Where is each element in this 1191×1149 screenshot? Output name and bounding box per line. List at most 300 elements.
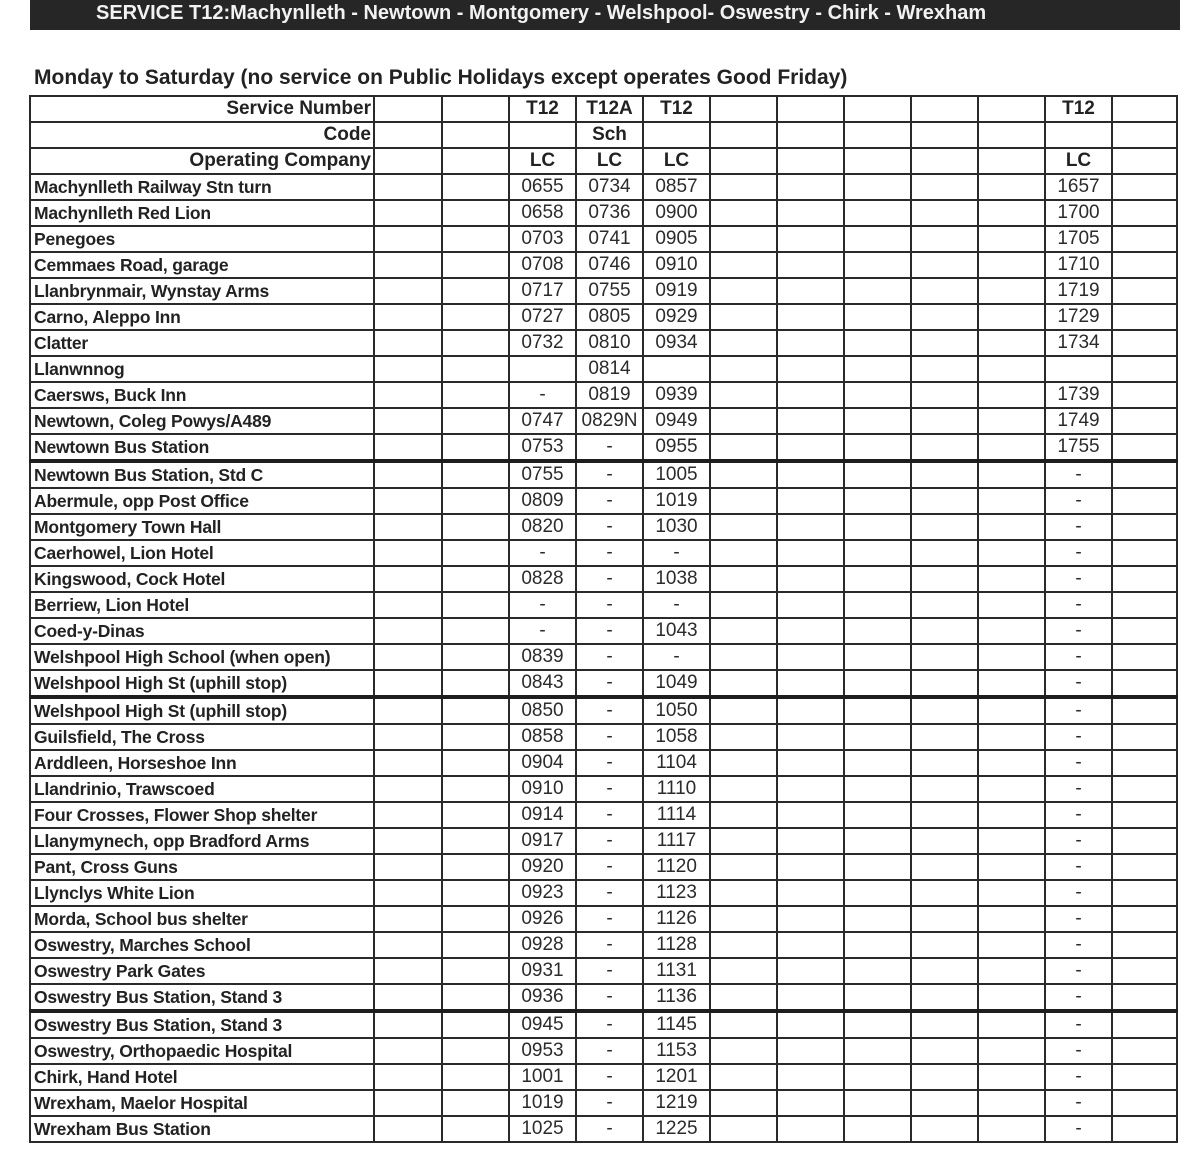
empty-cell <box>777 1064 844 1090</box>
departure-time: - <box>1045 697 1112 724</box>
departure-time: 0753 <box>509 434 576 461</box>
departure-time: - <box>576 854 643 880</box>
empty-cell <box>1112 724 1177 750</box>
departure-time: - <box>576 880 643 906</box>
stop-name: Montgomery Town Hall <box>30 514 374 540</box>
departure-time: 0919 <box>643 278 710 304</box>
empty-cell <box>844 1038 911 1064</box>
empty-cell <box>1112 226 1177 252</box>
empty-cell <box>374 828 442 854</box>
stop-row <box>30 854 1177 880</box>
empty-cell <box>442 200 509 226</box>
header-cell <box>643 122 710 148</box>
departure-time: 0655 <box>509 174 576 200</box>
empty-cell <box>978 200 1045 226</box>
empty-cell <box>710 96 777 122</box>
departure-time: 0900 <box>643 200 710 226</box>
empty-cell <box>777 304 844 330</box>
stop-name: Arddleen, Horseshoe Inn <box>30 750 374 776</box>
departure-time: - <box>576 697 643 724</box>
stop-name: Oswestry Bus Station, Stand 3 <box>30 1011 374 1038</box>
empty-cell <box>777 252 844 278</box>
empty-cell <box>911 854 978 880</box>
empty-cell <box>710 356 777 382</box>
departure-time: 0928 <box>509 932 576 958</box>
departure-time: 1657 <box>1045 174 1112 200</box>
empty-cell <box>710 382 777 408</box>
empty-cell <box>978 382 1045 408</box>
empty-cell <box>374 174 442 200</box>
departure-time: - <box>576 644 643 670</box>
empty-cell <box>777 122 844 148</box>
empty-cell <box>374 984 442 1011</box>
empty-cell <box>978 96 1045 122</box>
departure-time <box>643 356 710 382</box>
departure-time: - <box>1045 854 1112 880</box>
empty-cell <box>1112 278 1177 304</box>
empty-cell <box>844 776 911 802</box>
empty-cell <box>911 750 978 776</box>
timetable <box>29 95 1178 1143</box>
departure-time: - <box>576 1090 643 1116</box>
empty-cell <box>1112 461 1177 488</box>
stop-row <box>30 330 1177 356</box>
empty-cell <box>1112 1038 1177 1064</box>
header-cell: LC <box>643 148 710 174</box>
stop-name: Oswestry Park Gates <box>30 958 374 984</box>
empty-cell <box>374 488 442 514</box>
empty-cell <box>374 514 442 540</box>
empty-cell <box>442 461 509 488</box>
empty-cell <box>978 1116 1045 1142</box>
departure-time: 0931 <box>509 958 576 984</box>
empty-cell <box>978 644 1045 670</box>
empty-cell <box>844 278 911 304</box>
empty-cell <box>978 1090 1045 1116</box>
header-cell: T12 <box>509 96 576 122</box>
empty-cell <box>777 540 844 566</box>
stop-row <box>30 356 1177 382</box>
empty-cell <box>978 226 1045 252</box>
empty-cell <box>374 148 442 174</box>
empty-cell <box>1112 96 1177 122</box>
departure-time: - <box>576 906 643 932</box>
stop-name: Machynlleth Railway Stn turn <box>30 174 374 200</box>
empty-cell <box>844 958 911 984</box>
empty-cell <box>374 697 442 724</box>
departure-time: 0747 <box>509 408 576 434</box>
empty-cell <box>374 644 442 670</box>
empty-cell <box>844 514 911 540</box>
empty-cell <box>1112 618 1177 644</box>
empty-cell <box>911 618 978 644</box>
departure-time: 1719 <box>1045 278 1112 304</box>
departure-time: 1710 <box>1045 252 1112 278</box>
empty-cell <box>710 592 777 618</box>
empty-cell <box>844 382 911 408</box>
empty-cell <box>442 618 509 644</box>
stop-name: Pant, Cross Guns <box>30 854 374 880</box>
departure-time: 0858 <box>509 724 576 750</box>
empty-cell <box>442 697 509 724</box>
stop-name: Cemmaes Road, garage <box>30 252 374 278</box>
departure-time: 0755 <box>576 278 643 304</box>
empty-cell <box>911 644 978 670</box>
departure-time: - <box>1045 776 1112 802</box>
empty-cell <box>374 226 442 252</box>
departure-time: - <box>1045 566 1112 592</box>
empty-cell <box>710 304 777 330</box>
empty-cell <box>777 932 844 958</box>
empty-cell <box>374 540 442 566</box>
empty-cell <box>978 540 1045 566</box>
empty-cell <box>978 854 1045 880</box>
departure-time: - <box>1045 932 1112 958</box>
empty-cell <box>978 356 1045 382</box>
empty-cell <box>777 802 844 828</box>
empty-cell <box>777 278 844 304</box>
departure-time: 0910 <box>509 776 576 802</box>
empty-cell <box>978 174 1045 200</box>
departure-time: 1734 <box>1045 330 1112 356</box>
empty-cell <box>911 514 978 540</box>
stop-row <box>30 828 1177 854</box>
empty-cell <box>844 408 911 434</box>
empty-cell <box>777 958 844 984</box>
empty-cell <box>442 96 509 122</box>
stop-name: Llandrinio, Trawscoed <box>30 776 374 802</box>
empty-cell <box>777 1011 844 1038</box>
stop-name: Oswestry, Marches School <box>30 932 374 958</box>
departure-time: 0850 <box>509 697 576 724</box>
empty-cell <box>374 122 442 148</box>
empty-cell <box>710 488 777 514</box>
departure-time: - <box>1045 724 1112 750</box>
empty-cell <box>710 670 777 697</box>
empty-cell <box>978 304 1045 330</box>
empty-cell <box>978 906 1045 932</box>
departure-time: 0736 <box>576 200 643 226</box>
empty-cell <box>374 932 442 958</box>
departure-time: 1749 <box>1045 408 1112 434</box>
empty-cell <box>844 540 911 566</box>
empty-cell <box>844 697 911 724</box>
empty-cell <box>374 618 442 644</box>
departure-time: 1700 <box>1045 200 1112 226</box>
departure-time: - <box>576 670 643 697</box>
empty-cell <box>978 1064 1045 1090</box>
departure-time: - <box>1045 1038 1112 1064</box>
empty-cell <box>1112 540 1177 566</box>
empty-cell <box>1112 148 1177 174</box>
header-cell <box>509 122 576 148</box>
empty-cell <box>844 1090 911 1116</box>
departure-time: 0926 <box>509 906 576 932</box>
departure-time: 1058 <box>643 724 710 750</box>
stop-row <box>30 434 1177 461</box>
departure-time <box>509 356 576 382</box>
empty-cell <box>777 776 844 802</box>
empty-cell <box>911 697 978 724</box>
empty-cell <box>710 330 777 356</box>
stop-name: Berriew, Lion Hotel <box>30 592 374 618</box>
header-label: Service Number <box>30 96 374 122</box>
departure-time: 0920 <box>509 854 576 880</box>
empty-cell <box>374 802 442 828</box>
empty-cell <box>442 566 509 592</box>
empty-cell <box>1112 670 1177 697</box>
empty-cell <box>777 330 844 356</box>
empty-cell <box>374 278 442 304</box>
departure-time <box>1045 356 1112 382</box>
stop-row <box>30 200 1177 226</box>
empty-cell <box>911 932 978 958</box>
departure-time: - <box>643 592 710 618</box>
departure-time: - <box>1045 828 1112 854</box>
empty-cell <box>374 958 442 984</box>
empty-cell <box>978 1038 1045 1064</box>
departure-time: 0955 <box>643 434 710 461</box>
stop-row <box>30 174 1177 200</box>
departure-time: 0820 <box>509 514 576 540</box>
empty-cell <box>844 906 911 932</box>
departure-time: 1128 <box>643 932 710 958</box>
departure-time: - <box>1045 1116 1112 1142</box>
empty-cell <box>844 828 911 854</box>
departure-time: 1219 <box>643 1090 710 1116</box>
stop-row <box>30 514 1177 540</box>
empty-cell <box>710 540 777 566</box>
empty-cell <box>374 854 442 880</box>
departure-time: - <box>576 488 643 514</box>
empty-cell <box>978 1011 1045 1038</box>
empty-cell <box>777 226 844 252</box>
empty-cell <box>1112 174 1177 200</box>
stop-row <box>30 724 1177 750</box>
departure-time: 0828 <box>509 566 576 592</box>
empty-cell <box>442 356 509 382</box>
stop-name: Llynclys White Lion <box>30 880 374 906</box>
empty-cell <box>710 854 777 880</box>
empty-cell <box>911 1038 978 1064</box>
departure-time: - <box>1045 618 1112 644</box>
empty-cell <box>1112 880 1177 906</box>
empty-cell <box>710 644 777 670</box>
empty-cell <box>911 1064 978 1090</box>
header-cell: T12 <box>1045 96 1112 122</box>
empty-cell <box>911 566 978 592</box>
empty-cell <box>844 1011 911 1038</box>
empty-cell <box>911 828 978 854</box>
empty-cell <box>911 226 978 252</box>
empty-cell <box>911 802 978 828</box>
departure-time: - <box>576 461 643 488</box>
empty-cell <box>911 776 978 802</box>
empty-cell <box>1112 200 1177 226</box>
empty-cell <box>442 724 509 750</box>
stop-row <box>30 958 1177 984</box>
empty-cell <box>911 540 978 566</box>
stop-name: Chirk, Hand Hotel <box>30 1064 374 1090</box>
empty-cell <box>710 802 777 828</box>
departure-time: 0755 <box>509 461 576 488</box>
empty-cell <box>978 278 1045 304</box>
departure-time: 1005 <box>643 461 710 488</box>
departure-time: 1225 <box>643 1116 710 1142</box>
empty-cell <box>442 330 509 356</box>
empty-cell <box>978 408 1045 434</box>
departure-time: 1043 <box>643 618 710 644</box>
empty-cell <box>710 750 777 776</box>
empty-cell <box>844 644 911 670</box>
stop-name: Welshpool High St (uphill stop) <box>30 670 374 697</box>
departure-time: 0658 <box>509 200 576 226</box>
departure-time: 1739 <box>1045 382 1112 408</box>
empty-cell <box>978 434 1045 461</box>
empty-cell <box>710 906 777 932</box>
departure-time: 0939 <box>643 382 710 408</box>
empty-cell <box>978 724 1045 750</box>
empty-cell <box>777 382 844 408</box>
empty-cell <box>374 592 442 618</box>
departure-time: 0917 <box>509 828 576 854</box>
empty-cell <box>777 148 844 174</box>
empty-cell <box>978 122 1045 148</box>
departure-time: 1136 <box>643 984 710 1011</box>
departure-time: - <box>1045 514 1112 540</box>
stop-row <box>30 1090 1177 1116</box>
departure-time: - <box>1045 750 1112 776</box>
empty-cell <box>844 200 911 226</box>
empty-cell <box>442 514 509 540</box>
empty-cell <box>1112 984 1177 1011</box>
empty-cell <box>777 984 844 1011</box>
stop-name: Newtown Bus Station, Std C <box>30 461 374 488</box>
empty-cell <box>844 984 911 1011</box>
empty-cell <box>1112 408 1177 434</box>
stop-row <box>30 278 1177 304</box>
stop-name: Llanwnnog <box>30 356 374 382</box>
empty-cell <box>374 1090 442 1116</box>
departure-time: 1050 <box>643 697 710 724</box>
empty-cell <box>978 932 1045 958</box>
departure-time: 0746 <box>576 252 643 278</box>
empty-cell <box>844 724 911 750</box>
empty-cell <box>374 776 442 802</box>
stop-row <box>30 1116 1177 1142</box>
departure-time: 0741 <box>576 226 643 252</box>
empty-cell <box>1112 644 1177 670</box>
stop-row <box>30 802 1177 828</box>
empty-cell <box>911 408 978 434</box>
empty-cell <box>710 880 777 906</box>
empty-cell <box>844 670 911 697</box>
empty-cell <box>844 122 911 148</box>
empty-cell <box>710 1064 777 1090</box>
empty-cell <box>978 828 1045 854</box>
empty-cell <box>374 750 442 776</box>
empty-cell <box>844 1116 911 1142</box>
empty-cell <box>1112 122 1177 148</box>
empty-cell <box>1112 802 1177 828</box>
empty-cell <box>442 304 509 330</box>
departure-time: 0914 <box>509 802 576 828</box>
empty-cell <box>374 566 442 592</box>
empty-cell <box>1112 697 1177 724</box>
departure-time: - <box>643 644 710 670</box>
stop-row <box>30 906 1177 932</box>
empty-cell <box>978 880 1045 906</box>
empty-cell <box>442 1064 509 1090</box>
stop-row <box>30 226 1177 252</box>
empty-cell <box>844 330 911 356</box>
empty-cell <box>1112 1064 1177 1090</box>
empty-cell <box>710 828 777 854</box>
departure-time: 0829N <box>576 408 643 434</box>
departure-time: 0809 <box>509 488 576 514</box>
empty-cell <box>911 1116 978 1142</box>
departure-time: 0929 <box>643 304 710 330</box>
empty-cell <box>978 984 1045 1011</box>
empty-cell <box>374 356 442 382</box>
departure-time: 0703 <box>509 226 576 252</box>
stop-name: Abermule, opp Post Office <box>30 488 374 514</box>
header-cell <box>1045 122 1112 148</box>
departure-time: - <box>509 540 576 566</box>
departure-time: - <box>576 592 643 618</box>
stop-row <box>30 1011 1177 1038</box>
departure-time: - <box>576 984 643 1011</box>
stop-row <box>30 670 1177 697</box>
empty-cell <box>710 408 777 434</box>
departure-time: - <box>1045 488 1112 514</box>
empty-cell <box>911 252 978 278</box>
departure-time: 1104 <box>643 750 710 776</box>
empty-cell <box>442 1038 509 1064</box>
departure-time: 0945 <box>509 1011 576 1038</box>
stop-name: Welshpool High St (uphill stop) <box>30 697 374 724</box>
empty-cell <box>1112 592 1177 618</box>
stop-name: Welshpool High School (when open) <box>30 644 374 670</box>
empty-cell <box>710 1116 777 1142</box>
departure-time: 0708 <box>509 252 576 278</box>
stop-row <box>30 932 1177 958</box>
stop-name: Clatter <box>30 330 374 356</box>
empty-cell <box>710 1038 777 1064</box>
empty-cell <box>844 461 911 488</box>
empty-cell <box>1112 434 1177 461</box>
empty-cell <box>978 461 1045 488</box>
departure-time: 1729 <box>1045 304 1112 330</box>
empty-cell <box>442 488 509 514</box>
empty-cell <box>844 304 911 330</box>
empty-cell <box>374 200 442 226</box>
empty-cell <box>777 1038 844 1064</box>
departure-time: 1025 <box>509 1116 576 1142</box>
empty-cell <box>1112 932 1177 958</box>
empty-cell <box>911 382 978 408</box>
stop-name: Caersws, Buck Inn <box>30 382 374 408</box>
empty-cell <box>442 1090 509 1116</box>
empty-cell <box>844 252 911 278</box>
departure-time: - <box>576 434 643 461</box>
departure-time: 1019 <box>509 1090 576 1116</box>
empty-cell <box>911 96 978 122</box>
empty-cell <box>1112 750 1177 776</box>
empty-cell <box>374 724 442 750</box>
stop-row <box>30 304 1177 330</box>
empty-cell <box>1112 1011 1177 1038</box>
